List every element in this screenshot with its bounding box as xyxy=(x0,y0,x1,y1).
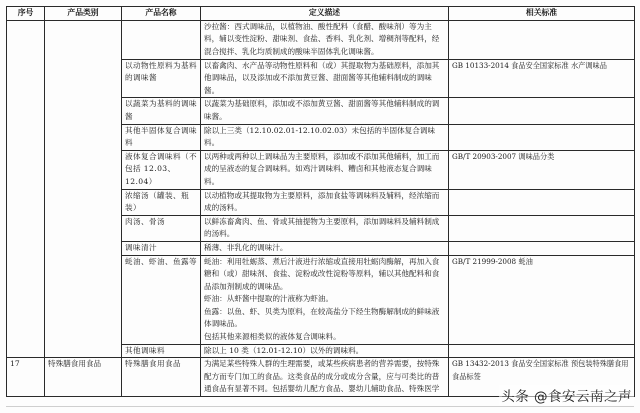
cell-name xyxy=(122,20,201,59)
cell-no xyxy=(7,20,45,358)
page-divider xyxy=(6,406,634,407)
cell-name: 其他半固体复合调味料 xyxy=(122,124,201,150)
header-standard: 相关标准 xyxy=(449,7,635,21)
table-row xyxy=(7,20,635,59)
cell-standard: GB 13432-2013 食品安全国家标准 预包装特殊膳食用食品标签 xyxy=(449,358,635,397)
definition-text: 除以上三类（12.10.02.01-12.10.02.03）未包括的半固体复合调味料。 xyxy=(204,125,436,148)
cell-definition xyxy=(201,358,449,397)
cell-name: 特殊膳食用食品 xyxy=(122,358,201,397)
cell-standard xyxy=(449,20,635,59)
definition-text: 包括其他来源相类似的液体复合调味料。 xyxy=(204,332,341,342)
cell-standard xyxy=(449,241,635,255)
cell-definition xyxy=(201,215,449,241)
cell-definition xyxy=(201,124,449,150)
definition-text: 以两种或两种以上调味品为主要原料，添加或不添加其他辅料，加工而成的呈液态的复合调味料。如鸡汁调味料、糟卤和其他液态复合调味料。 xyxy=(204,151,440,186)
definition-text: 以畜禽肉、水产品等动物性原料和（或）其提取物为基础原料，添加其他调味品，以及添加或不添加黄豆酱、甜面酱等其他辅料制成的调味酱。 xyxy=(204,60,440,95)
cell-category xyxy=(45,20,122,358)
header-no: 序号 xyxy=(7,7,45,21)
food-category-table xyxy=(6,6,635,397)
header-name: 产品名称 xyxy=(122,7,201,21)
cell-standard xyxy=(449,189,635,215)
header-category: 产品类别 xyxy=(45,7,122,21)
cell-category: 特殊膳食用食品 xyxy=(45,358,122,397)
definition-text: 为满足某些特殊人群的生理需要，或某些疾病患者的营养需要，按特殊配方而专门加工的食品。这类食品的成分或成分含量，应与可类比的普通食品有显著不同。包括婴幼儿配方食品、婴幼儿辅助食品、特殊医学 xyxy=(204,359,440,394)
cell-definition xyxy=(201,189,449,215)
cell-definition xyxy=(201,255,449,344)
definition-text: 虾油：从虾酱中提取的汁液称为虾油。 xyxy=(204,294,334,304)
definition-text: 蚝油：利用牡蛎蒸、煮后汁液进行浓缩或直接用牡蛎肉酶解，再加入食糖和（或）甜味剂、食盐、淀粉或改性淀粉等原料，辅以其他配料和食品添加剂制成的调味品。 xyxy=(204,256,440,291)
cell-definition xyxy=(201,241,449,255)
cell-definition xyxy=(201,59,449,98)
cell-definition xyxy=(201,20,449,59)
definition-text: 以鲜冻畜禽肉、鱼、骨或其抽提物为主要原料，添加调味料及辅料制成的汤料。 xyxy=(204,216,440,239)
definition-text: 鱼露：以鱼、虾、贝类为原料，在较高盐分下经生物酶解制成的鲜味液体调味品。 xyxy=(204,306,440,329)
definition-text: 沙拉酱：西式调味品，以植物油、酸性配料（食醋、酸味剂）等为主料，辅以变性淀粉、甜味剂、食盐、香料、乳化剂、增稠剂等配料，经混合搅拌、乳化均质制成的酸味半固体乳化调味酱。 xyxy=(204,21,440,56)
cell-definition xyxy=(201,98,449,124)
cell-standard xyxy=(449,344,635,358)
definition-text: 以动植物或其提取物为主要原料，添加食盐等调味料及辅料，经浓缩而成的汤料。 xyxy=(204,190,440,213)
cell-name: 其他调味料 xyxy=(122,344,201,358)
cell-name: 蚝油、虾油、鱼露等 xyxy=(122,255,201,344)
header-definition: 定义描述 xyxy=(201,7,449,21)
cell-standard: GB/T 21999-2008 蚝油 xyxy=(449,255,635,344)
cell-definition xyxy=(201,344,449,358)
cell-name: 调味清汁 xyxy=(122,241,201,255)
definition-text: 稀薄、非乳化的调味汁。 xyxy=(204,242,288,252)
watermark: 头条 @食安云南之声 xyxy=(499,385,634,405)
definition-text: 除以上 10 类（12.01-12.10）以外的调味料。 xyxy=(204,345,364,355)
cell-no: 17 xyxy=(7,358,45,397)
table-header-row xyxy=(7,7,635,21)
cell-name: 以蔬菜为基料的调味酱 xyxy=(122,98,201,124)
cell-standard xyxy=(449,215,635,241)
cell-standard xyxy=(449,98,635,124)
cell-name: 以动物性原料为基料的调味酱 xyxy=(122,59,201,98)
definition-text: 以蔬菜为基础原料，添加或不添加黄豆酱、甜面酱等其他辅料制成的调味酱。 xyxy=(204,99,440,121)
cell-name: 肉汤、骨汤 xyxy=(122,215,201,241)
cell-standard xyxy=(449,124,635,150)
cell-name: 浓缩汤（罐装、瓶装） xyxy=(122,189,201,215)
cell-standard: GB/T 20903-2007 调味品分类 xyxy=(449,150,635,189)
cell-definition xyxy=(201,150,449,189)
cell-name: 液体复合调味料（不包括 12.03、12.04） xyxy=(122,150,201,189)
cell-standard: GB 10133-2014 食品安全国家标准 水产调味品 xyxy=(449,59,635,98)
